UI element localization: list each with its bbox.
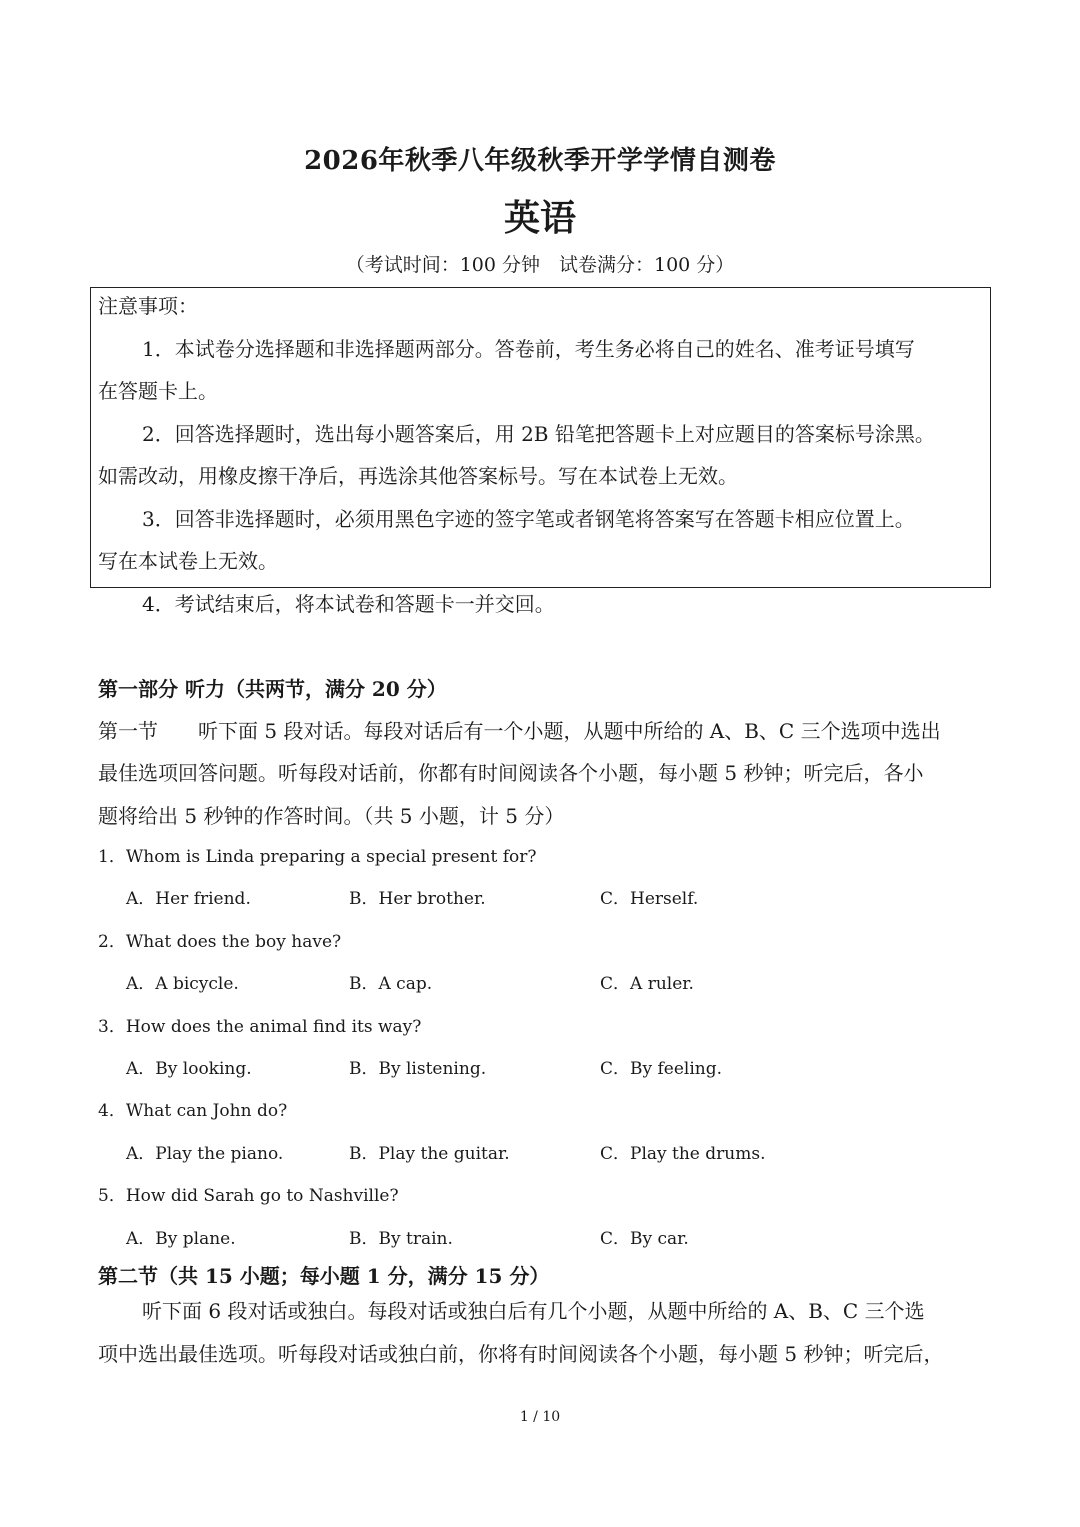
option-a: A．By looking.	[126, 1059, 252, 1079]
section1-intro-line-2: 最佳选项回答问题。听每段对话前，你都有时间阅读各个小题，每小题 5 秒钟；听完后，各小	[98, 761, 924, 785]
option-c: C．Play the drums.	[600, 1144, 766, 1164]
question-stem: 3．How does the animal find its way?	[98, 1017, 422, 1037]
section2-heading: 第二节（共 15 小题；每小题 1 分，满分 15 分）	[98, 1264, 550, 1288]
option-a: A．A bicycle.	[126, 974, 239, 994]
question-stem: 5．How did Sarah go to Nashville?	[98, 1186, 399, 1206]
option-a: A．Her friend.	[126, 889, 251, 909]
option-a: A．By plane.	[126, 1229, 236, 1249]
option-c: C．A ruler.	[600, 974, 694, 994]
option-b: B．By listening.	[349, 1059, 487, 1079]
section2-intro-line-2: 项中选出最佳选项。听每段对话或独白前，你将有时间阅读各个小题，每小题 5 秒钟；听完后，	[98, 1342, 944, 1366]
section2-intro-line-1: 听下面 6 段对话或独白。每段对话或独白后有几个小题，从题中所给的 A、B、C 三个选	[142, 1299, 925, 1323]
option-b: B．By train.	[349, 1229, 453, 1249]
page-number: 1 / 10	[519, 1409, 561, 1425]
option-b: B．Play the guitar.	[349, 1144, 510, 1164]
notice-heading: 注意事项：	[98, 294, 198, 318]
option-a: A．Play the piano.	[126, 1144, 284, 1164]
exam-title: 2026年秋季八年级秋季开学学情自测卷	[304, 146, 776, 176]
question-stem: 2．What does the boy have?	[98, 932, 342, 952]
question-stem: 1．Whom is Linda preparing a special present for?	[98, 847, 537, 867]
notice-item-2-line-2: 如需改动，用橡皮擦干净后，再选涂其他答案标号。写在本试卷上无效。	[98, 464, 738, 488]
notice-item-2-line-1: 2．回答选择题时，选出每小题答案后，用 2B 铅笔把答题卡上对应题目的答案标号涂黑。	[142, 422, 935, 446]
question-stem: 4．What can John do?	[98, 1101, 288, 1121]
part1-heading: 第一部分 听力（共两节，满分 20 分）	[98, 677, 447, 701]
notice-item-3-line-1: 3．回答非选择题时，必须用黑色字迹的签字笔或者钢笔将答案写在答题卡相应位置上。	[142, 507, 915, 531]
option-c: C．By car.	[600, 1229, 689, 1249]
notice-item-3-line-2: 写在本试卷上无效。	[98, 549, 278, 573]
exam-info: （考试时间：100 分钟 试卷满分：100 分）	[345, 254, 735, 276]
option-c: C．Herself.	[600, 889, 699, 909]
section1-intro-line-3: 题将给出 5 秒钟的作答时间。（共 5 小题，计 5 分）	[98, 804, 565, 828]
notice-item-1-line-2: 在答题卡上。	[98, 379, 218, 403]
option-b: B．A cap.	[349, 974, 433, 994]
option-b: B．Her brother.	[349, 889, 486, 909]
notice-item-4: 4．考试结束后，将本试卷和答题卡一并交回。	[142, 592, 555, 616]
subject-title: 英语	[503, 197, 576, 239]
section1-label: 第一节	[98, 719, 158, 743]
section1-intro-line-1	[98, 721, 941, 741]
notice-item-1-line-1: 1．本试卷分选择题和非选择题两部分。答卷前，考生务必将自己的姓名、准考证号填写	[142, 337, 915, 361]
option-c: C．By feeling.	[600, 1059, 723, 1079]
section1-intro-text: 听下面 5 段对话。每段对话后有一个小题，从题中所给的 A、B、C 三个选项中选出	[198, 719, 941, 743]
